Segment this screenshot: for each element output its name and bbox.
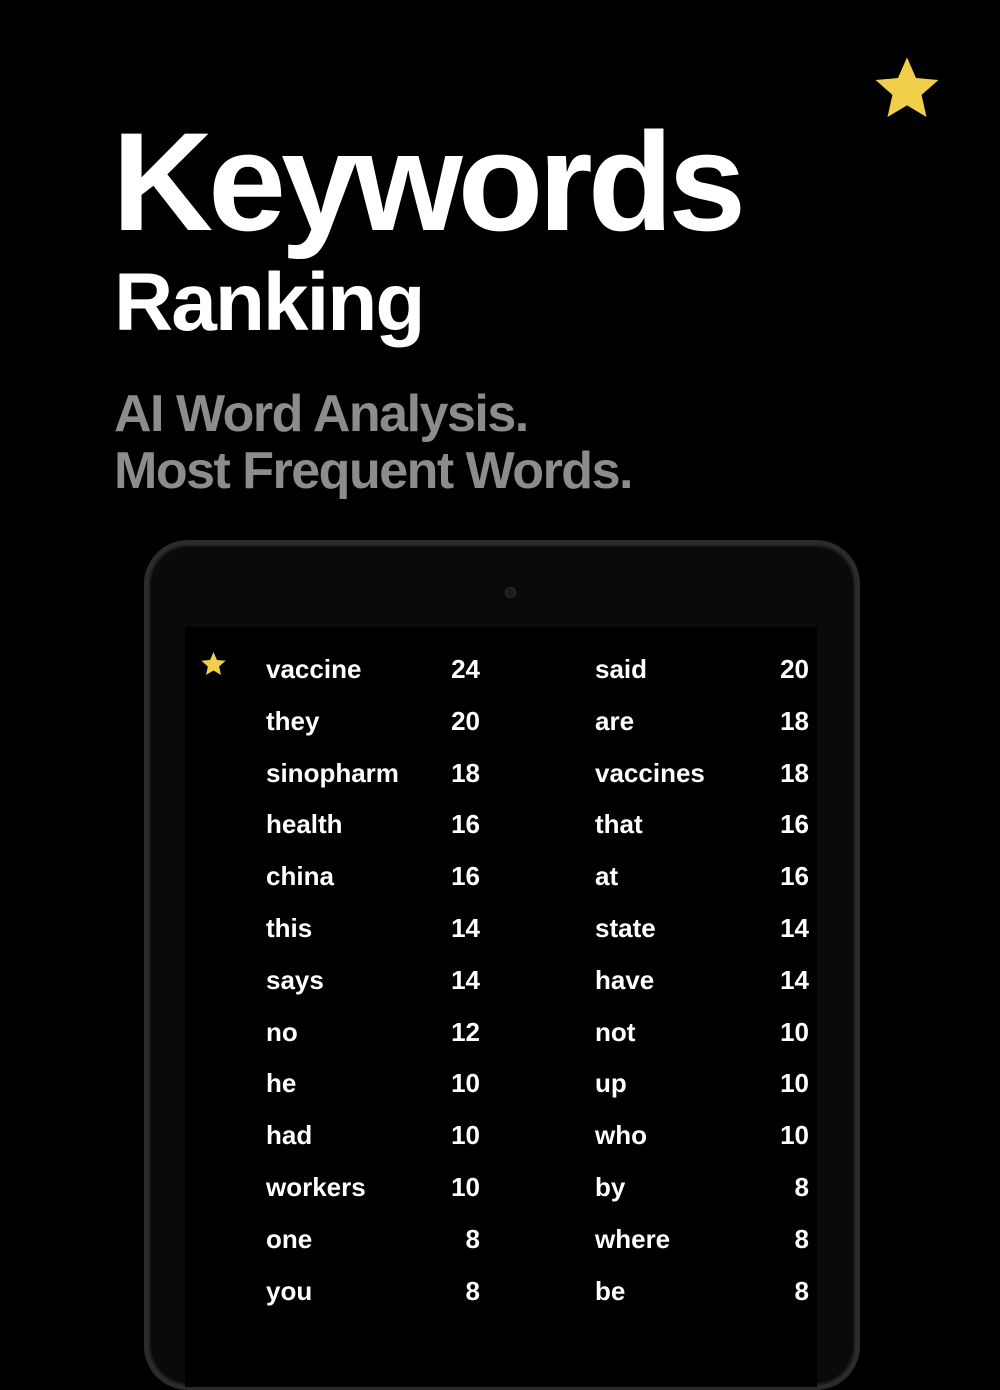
keyword-count: 8 [465,1223,480,1254]
keyword-row[interactable] [595,960,809,1000]
keyword-count: 24 [451,654,480,684]
tablet-frame [144,540,860,1390]
keyword-row[interactable] [266,804,480,844]
keyword-row[interactable] [266,1115,480,1155]
keyword-count: 10 [780,1068,809,1099]
keyword-row[interactable] [266,1063,480,1103]
keyword-count: 14 [780,913,809,943]
keyword-count: 14 [451,964,480,995]
keyword-row[interactable] [595,804,809,844]
keyword-count: 14 [780,964,809,995]
keyword-word: sinopharm [266,757,399,788]
keyword-word: who [595,1120,647,1151]
keyword-word: vaccines [595,757,705,788]
keyword-row[interactable] [266,649,480,689]
keyword-count: 20 [451,705,480,736]
keyword-count: 20 [780,654,809,684]
keyword-word: they [266,705,320,736]
keyword-row[interactable] [595,1012,809,1052]
keyword-word: this [266,913,313,943]
keyword-word: one [266,1223,313,1254]
keyword-count: 16 [451,861,480,892]
keyword-word: have [595,964,655,995]
keyword-count: 14 [451,913,480,943]
page-subtitle: Ranking [114,257,424,348]
keyword-count: 10 [451,1120,480,1151]
keyword-count: 8 [794,1223,809,1254]
keyword-row[interactable] [595,1219,809,1259]
keyword-word: no [266,1016,298,1047]
keyword-row[interactable] [266,908,480,948]
keyword-word: by [595,1172,626,1202]
keyword-count: 16 [451,809,480,840]
keyword-count: 12 [451,1016,480,1047]
keyword-count: 10 [780,1120,809,1151]
keyword-word: vaccine [266,654,362,684]
star-icon [872,55,942,122]
keyword-row[interactable] [266,701,480,741]
keyword-count: 16 [780,809,809,840]
keyword-word: health [266,809,343,840]
keyword-row[interactable] [595,649,809,689]
keyword-word: state [595,913,656,943]
keyword-word: be [595,1275,626,1306]
keyword-ranking-screen [185,627,817,1387]
tagline [114,386,632,500]
keyword-count: 10 [780,1016,809,1047]
keyword-row[interactable] [595,1063,809,1103]
keyword-count: 8 [794,1172,809,1202]
keyword-word: you [266,1275,313,1306]
keyword-word: says [266,964,324,995]
keyword-word: not [595,1016,636,1047]
camera-dot [505,587,516,598]
keyword-count: 18 [780,705,809,736]
keyword-row[interactable] [266,1167,480,1207]
keyword-word: where [595,1223,671,1254]
keyword-row[interactable] [266,1271,480,1311]
keyword-row[interactable] [266,1012,480,1052]
keyword-word: china [266,861,334,892]
keyword-row[interactable] [595,1271,809,1311]
keyword-row[interactable] [595,908,809,948]
keyword-word: up [595,1068,627,1099]
keyword-count: 10 [451,1068,480,1099]
keyword-count: 10 [451,1172,480,1202]
keyword-word: are [595,705,635,736]
tagline-line-1: AI Word Analysis. [114,385,528,443]
keyword-row[interactable] [266,753,480,793]
keyword-row[interactable] [595,1167,809,1207]
keyword-count: 8 [465,1275,480,1306]
keyword-word: workers [266,1172,366,1202]
page-title: Keywords [112,103,742,260]
keyword-row[interactable] [266,856,480,896]
keyword-count: 16 [780,861,809,892]
keyword-count: 18 [780,757,809,788]
keyword-word: at [595,861,619,892]
keyword-word: that [595,809,643,840]
keyword-row[interactable] [595,701,809,741]
keyword-row[interactable] [595,753,809,793]
keyword-row[interactable] [266,1219,480,1259]
keyword-count: 18 [451,757,480,788]
keyword-row[interactable] [595,1115,809,1155]
keyword-word: said [595,654,648,684]
keyword-row[interactable] [266,960,480,1000]
keyword-count: 8 [794,1275,809,1306]
keyword-row[interactable] [595,856,809,896]
tagline-line-2: Most Frequent Words. [114,442,632,500]
keyword-word: had [266,1120,313,1151]
keyword-word: he [266,1068,297,1099]
star-icon[interactable] [200,651,227,677]
